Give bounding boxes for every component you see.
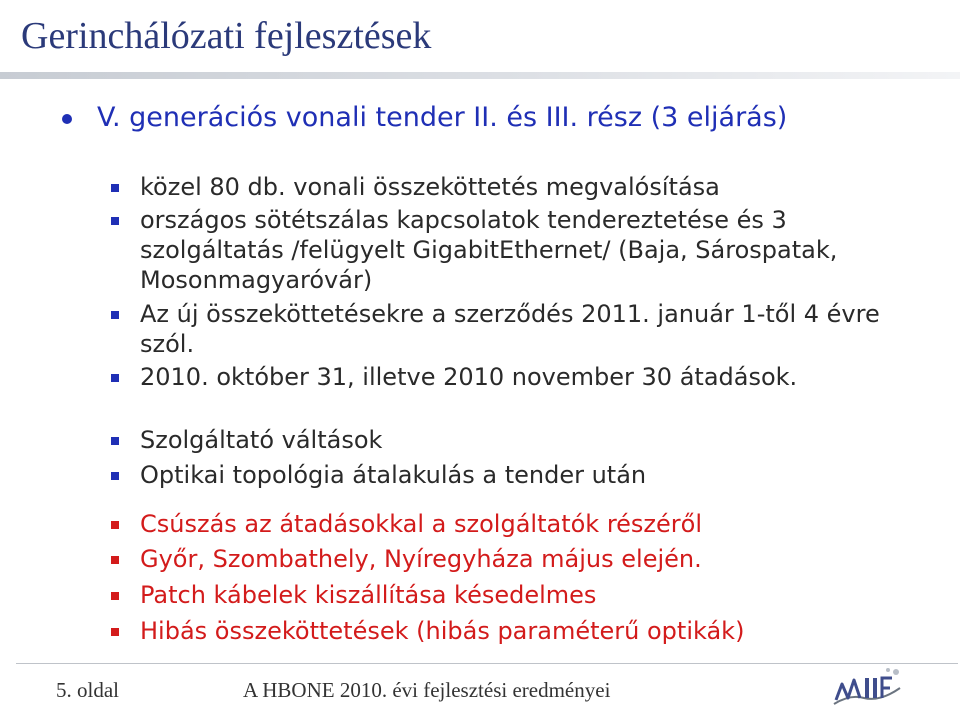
red-list-item: Csúszás az átadásokkal a szolgáltatók részéről bbox=[140, 510, 703, 538]
main-bullet-icon bbox=[62, 114, 72, 124]
red-square-bullet-icon bbox=[111, 592, 119, 600]
square-bullet-icon bbox=[111, 217, 119, 225]
square-bullet-icon bbox=[111, 184, 119, 192]
square-bullet-icon bbox=[111, 472, 119, 480]
square-bullet-icon bbox=[111, 374, 119, 382]
list-item: Szolgáltató váltások bbox=[140, 426, 383, 454]
square-bullet-icon bbox=[111, 311, 119, 319]
red-square-bullet-icon bbox=[111, 521, 119, 529]
square-bullet-icon bbox=[111, 437, 119, 445]
niif-logo-icon bbox=[830, 664, 904, 710]
footer-divider bbox=[16, 663, 958, 664]
list-item: közel 80 db. vonali összeköttetés megvalósítása bbox=[140, 173, 720, 201]
list-item: Optikai topológia átalakulás a tender után bbox=[140, 461, 647, 489]
slide-title: Gerinchálózati fejlesztések bbox=[21, 15, 432, 57]
list-item: 2010. október 31, illetve 2010 november 30 átadások. bbox=[140, 363, 798, 391]
page-number: 5. oldal bbox=[56, 678, 119, 702]
red-square-bullet-icon bbox=[111, 556, 119, 564]
red-list-item: Győr, Szombathely, Nyíregyháza május elején. bbox=[140, 545, 702, 573]
main-bullet-text: V. generációs vonali tender II. és III. rész (3 eljárás) bbox=[97, 102, 788, 133]
footer-title: A HBONE 2010. évi fejlesztési eredményei bbox=[243, 678, 611, 702]
list-item: Az új összeköttetésekre a szerződés 2011. január 1-től 4 évre szól. bbox=[140, 300, 880, 358]
red-square-bullet-icon bbox=[111, 628, 119, 636]
red-list-item: Hibás összeköttetések (hibás paraméterű optikák) bbox=[140, 617, 745, 645]
red-list-item: Patch kábelek kiszállítása késedelmes bbox=[140, 581, 597, 609]
list-item: országos sötétszálas kapcsolatok tendereztetése és 3 szolgáltatás /felügyelt GigabitEthernet/ (Baja, Sárospatak, Mosonmagyaróvár) bbox=[140, 206, 838, 294]
